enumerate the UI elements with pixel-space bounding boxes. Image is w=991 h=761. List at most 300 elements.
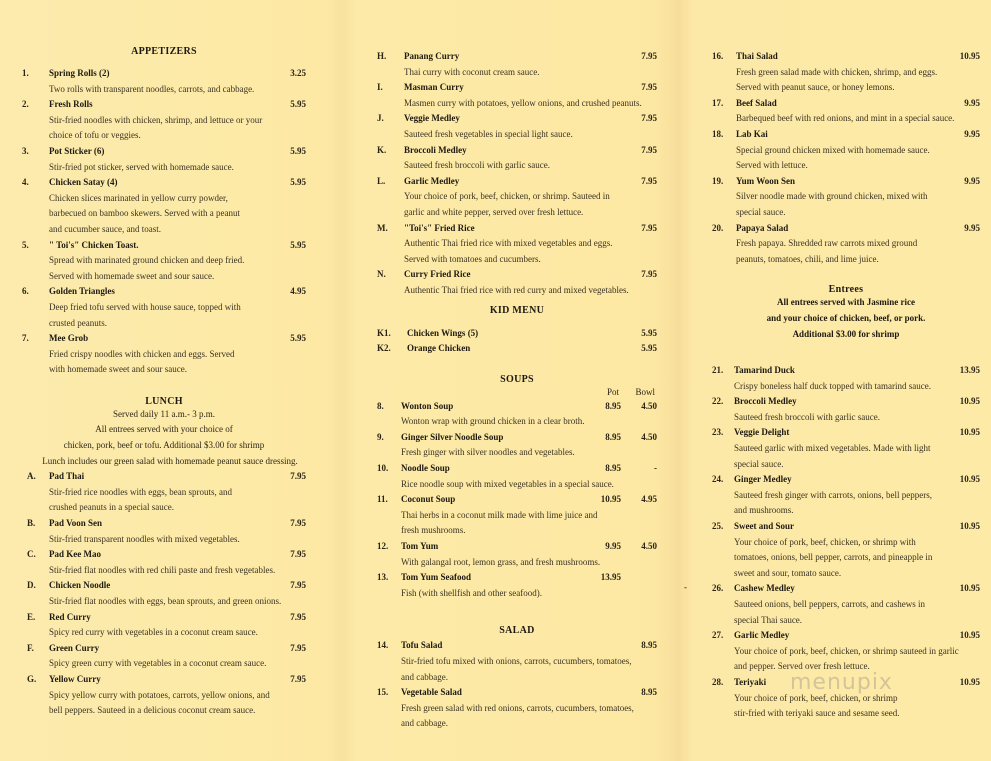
item-name: Pad Thai <box>49 471 85 482</box>
item-name: Teriyaki <box>734 676 767 687</box>
menu-item-header <box>22 144 306 160</box>
item-price: 5.95 <box>290 145 306 156</box>
item-description: and pepper. Served over fresh lettuce. <box>734 661 870 672</box>
item-price: 7.95 <box>290 580 306 591</box>
item-number: 20. <box>712 222 724 233</box>
menu-item <box>27 641 306 672</box>
item-description: peanuts, tomatoes, chili, and lime juice. <box>736 253 879 264</box>
menu-item <box>377 326 657 342</box>
menu-item <box>712 425 980 472</box>
item-number: 9. <box>377 431 384 442</box>
item-number: M. <box>377 222 388 233</box>
item-number: F. <box>27 642 34 653</box>
item-number: A. <box>27 471 36 482</box>
menu-item-header <box>27 469 306 485</box>
menu-item-header <box>27 547 306 563</box>
menu-item-header <box>22 331 306 347</box>
item-description: and cucumber sauce, and toast. <box>49 223 161 234</box>
item-name: Yum Woon Sen <box>736 175 796 186</box>
pot-price: 13.95 <box>600 572 621 583</box>
item-price: 7.95 <box>290 471 306 482</box>
item-description: crushed peanuts in a special sauce. <box>49 502 174 513</box>
item-number: H. <box>377 51 387 61</box>
item-number: 24. <box>712 474 724 485</box>
menu-item-header <box>712 472 980 488</box>
item-price: 3.25 <box>290 68 306 78</box>
item-number: 21. <box>712 365 724 376</box>
menu-item <box>712 127 980 174</box>
menu-item-header <box>712 174 980 190</box>
item-number: 17. <box>712 97 724 108</box>
menu-item <box>22 97 306 144</box>
item-description: special Thai sauce. <box>734 614 803 625</box>
menu-item <box>22 238 306 285</box>
item-description: Two rolls with transparent noodles, carrots, and cabbage. <box>49 83 255 94</box>
menu-item <box>27 578 306 609</box>
menu-item-header <box>712 581 980 597</box>
item-price: 10.95 <box>959 521 980 532</box>
item-number: 23. <box>712 427 724 438</box>
item-name: Beef Salad <box>736 97 777 108</box>
item-price: 9.95 <box>964 222 980 233</box>
kid-menu-list <box>377 326 657 357</box>
item-description: Served with homemade sweet and sour sauce. <box>49 270 215 281</box>
pot-price: 9.95 <box>605 541 621 552</box>
menu-item-header <box>712 49 980 65</box>
menu-item-header <box>377 638 657 654</box>
item-name: Garlic Medley <box>734 630 790 641</box>
item-description: and cabbage. <box>401 671 448 682</box>
bowl-price: - <box>654 463 657 474</box>
menu-item-header <box>22 175 306 191</box>
item-description: Your choice of pork, beef, chicken, or shrimp <box>734 692 898 703</box>
bowl-price: 4.50 <box>641 431 657 442</box>
item-name: Noodle Soup <box>401 463 450 474</box>
item-price: 10.95 <box>959 51 980 61</box>
appetizers-title: APPETIZERS <box>131 46 197 57</box>
item-price: 9.95 <box>964 128 980 139</box>
menu-item-header <box>712 394 980 410</box>
item-name: Pad Kee Mao <box>49 549 101 560</box>
item-number: K1. <box>377 327 391 338</box>
item-number: N. <box>377 269 386 280</box>
item-name: Cashew Medley <box>734 583 795 594</box>
item-price: 7.95 <box>641 82 657 93</box>
item-description: special sauce. <box>736 206 786 217</box>
item-description: bell peppers. Sauteed in a delicious coconut cream sauce. <box>49 705 256 716</box>
pot-price: 8.95 <box>605 463 621 474</box>
item-name: Broccoli Medley <box>404 144 467 155</box>
menu-item-header <box>377 111 657 127</box>
menu-item <box>377 341 657 357</box>
menu-item-header <box>377 685 657 701</box>
menu-item <box>712 519 980 581</box>
bowl-header: Bowl <box>635 386 655 397</box>
item-description: sweet and sour, tomato sauce. <box>734 567 842 578</box>
menu-item <box>377 143 657 174</box>
menu-item-header <box>377 49 657 65</box>
item-description: Fried crispy noodles with chicken and eggs. Served <box>49 348 235 359</box>
item-number: 28. <box>712 676 724 687</box>
menu-item <box>377 638 657 685</box>
item-price: 7.95 <box>641 144 657 155</box>
item-price: 8.95 <box>641 687 657 698</box>
menu-item <box>712 96 980 127</box>
item-price: 10.95 <box>959 474 980 485</box>
item-name: Masman Curry <box>404 82 464 93</box>
item-number: 16. <box>712 51 724 61</box>
item-number: C. <box>27 549 36 560</box>
item-number: D. <box>27 580 36 591</box>
item-number: I. <box>377 82 383 93</box>
menu-item-header <box>377 80 657 96</box>
menu-item <box>377 80 657 111</box>
item-name: Ginger Medley <box>734 474 792 485</box>
item-name: Mee Grob <box>49 333 89 344</box>
item-description: Sauteed onions, bell peppers, carrots, and cashews in <box>734 599 925 609</box>
menu-item <box>377 111 657 142</box>
item-name: Panang Curry <box>404 51 460 61</box>
item-number: L. <box>377 175 386 186</box>
item-description: Spread with marinated ground chicken and deep fried. <box>49 255 245 266</box>
item-price: 7.95 <box>641 113 657 124</box>
menu-item-header <box>22 66 306 82</box>
menu-item-header <box>712 96 980 112</box>
item-name: Vegetable Salad <box>401 687 462 698</box>
menu-item <box>377 430 657 461</box>
menu-item <box>377 539 657 570</box>
menu-item <box>712 363 980 394</box>
item-number: G. <box>27 673 37 684</box>
column-right <box>712 0 980 722</box>
menu-item <box>22 144 306 175</box>
item-name: Orange Chicken <box>407 343 471 354</box>
menu-item-header <box>27 578 306 594</box>
item-number: 10. <box>377 463 389 474</box>
menu-item-header <box>27 641 306 657</box>
menu-item <box>27 672 306 719</box>
bowl-price: 4.50 <box>641 541 657 552</box>
item-description: Stir-fried rice noodles with eggs, bean sprouts, and <box>49 486 233 497</box>
item-description: Spicy red curry with vegetables in a coconut cream sauce. <box>49 627 258 638</box>
item-description: Crispy boneless half duck topped with tamarind sauce. <box>734 380 931 391</box>
menu-item-header <box>712 363 980 379</box>
item-price: 5.95 <box>290 177 306 188</box>
item-name: Chicken Wings (5) <box>407 327 479 338</box>
pot-price: 8.95 <box>605 431 621 442</box>
item-number: 1. <box>22 68 29 78</box>
item-description: choice of tofu or veggies. <box>49 130 141 141</box>
item-price: 7.95 <box>290 549 306 560</box>
item-description: Sauteed garlic with mixed vegetables. Made with light <box>734 443 931 454</box>
menu-item <box>27 469 306 516</box>
menu-item-header <box>712 628 980 644</box>
item-price: 7.95 <box>641 175 657 186</box>
menu-item <box>27 547 306 578</box>
pot-header: Pot <box>606 386 619 397</box>
item-description: Thai herbs in a coconut milk made with lime juice and <box>401 509 598 520</box>
salad-title: SALAD <box>499 625 535 637</box>
item-description: garlic and white pepper, served over fresh lettuce. <box>404 206 584 217</box>
bowl-price: 4.50 <box>641 400 657 411</box>
appetizers-list <box>22 66 306 378</box>
pot-price: 10.95 <box>600 494 621 505</box>
item-number: 27. <box>712 630 724 641</box>
item-name: Pot Sticker (6) <box>49 145 105 156</box>
entrees-notes <box>712 295 980 342</box>
item-description: Masmen curry with potatoes, yellow onions, and crushed peanuts. <box>404 97 642 108</box>
item-description: Stir-fried tofu mixed with onions, carrots, cucumbers, tomatoes, <box>401 656 632 666</box>
menu-item-header <box>377 326 657 342</box>
item-price: 13.95 <box>959 365 980 376</box>
menu-item <box>27 610 306 641</box>
item-description: Sauteed fresh ginger with carrots, onions, bell peppers, <box>734 489 932 500</box>
menu-item <box>712 49 980 96</box>
menu-item-header <box>377 430 657 446</box>
item-description: special sauce. <box>734 458 784 469</box>
item-description: barbecued on bamboo skewers. Served with a peanut <box>49 208 240 219</box>
item-price: 7.95 <box>290 642 306 653</box>
item-description: Fish (with shellfish and other seafood). <box>401 587 542 598</box>
item-number: 26. <box>712 583 724 594</box>
item-name: Papaya Salad <box>736 222 789 233</box>
menu-item <box>377 221 657 268</box>
item-number: 14. <box>377 640 389 651</box>
item-name: Coconut Soup <box>401 494 456 505</box>
item-name: Spring Rolls (2) <box>49 68 110 78</box>
column-middle <box>377 0 657 732</box>
item-number: B. <box>27 518 36 529</box>
item-price: 7.95 <box>641 51 657 61</box>
item-name: Tamarind Duck <box>734 365 795 376</box>
item-name: Lab Kai <box>736 128 768 139</box>
item-name: Tom Yum <box>401 541 439 552</box>
menu-item-header <box>377 341 657 357</box>
item-description: stir-fried with teriyaki sauce and sesame seed. <box>734 708 900 719</box>
item-description: Your choice of pork, beef, chicken, or shrimp with <box>734 536 916 547</box>
menu-item <box>712 221 980 268</box>
item-name: " Toi's" Chicken Toast. <box>49 239 139 250</box>
menu-item <box>712 581 980 628</box>
item-description: Authentic Thai fried rice with red curry and mixed vegetables. <box>404 284 629 295</box>
menu-item-header <box>377 221 657 237</box>
item-number: 3. <box>22 145 29 156</box>
lunch-title: LUNCH <box>145 395 183 407</box>
menu-item-header <box>712 425 980 441</box>
item-price: 7.95 <box>641 269 657 280</box>
lunch-hours: Served daily 11 a.m.- 3 p.m. <box>113 408 215 419</box>
item-number: 19. <box>712 175 724 186</box>
item-price: 7.95 <box>641 222 657 233</box>
item-name: Broccoli Medley <box>734 396 797 407</box>
item-description: Fresh green salad with red onions, carrots, cucumbers, tomatoes, <box>401 702 634 713</box>
item-description: Stir-fried noodles with chicken, shrimp, and lettuce or your <box>49 114 263 125</box>
item-name: Ginger Silver Noodle Soup <box>401 431 504 442</box>
item-number: 6. <box>22 286 29 297</box>
lunch-notes <box>22 407 306 469</box>
menu-item <box>712 628 980 675</box>
menu-item <box>377 267 657 298</box>
item-description: and mushrooms. <box>734 505 794 516</box>
menu-item-header <box>22 238 306 254</box>
item-number: J. <box>377 113 384 124</box>
item-name: Garlic Medley <box>404 175 460 186</box>
item-description: fresh mushrooms. <box>401 525 466 536</box>
item-description: Stir-fried transparent noodles with mixed vegetables. <box>49 533 240 544</box>
menu-item-header <box>712 221 980 237</box>
menu-item <box>377 461 657 492</box>
item-name: Veggie Delight <box>734 427 790 438</box>
item-name: Veggie Medley <box>404 113 460 124</box>
item-number: 22. <box>712 396 724 407</box>
item-description: Special ground chicken mixed with homemade sauce. <box>736 144 930 155</box>
item-price: 5.95 <box>290 99 306 110</box>
menu-item-header <box>22 97 306 113</box>
entrees-list <box>712 363 980 722</box>
item-description: Sauteed fresh broccoli with garlic sauce. <box>404 160 550 171</box>
item-description: Sauteed fresh vegetables in special light sauce. <box>404 128 573 139</box>
item-name: "Toi's" Fried Rice <box>404 222 475 233</box>
menu-item <box>377 49 657 80</box>
pot-price: 8.95 <box>605 400 621 411</box>
item-price: 8.95 <box>641 640 657 651</box>
item-description: Deep fried tofu served with house sauce, topped with <box>49 301 241 312</box>
column-left <box>22 0 306 719</box>
item-description: Barbequed beef with red onions, and mint in a special sauce. <box>736 113 955 124</box>
menu-item <box>712 174 980 221</box>
item-number: 8. <box>377 400 384 411</box>
item-description: Silver noodle made with ground chicken, mixed with <box>736 191 928 202</box>
item-price: 9.95 <box>964 175 980 186</box>
menu-item <box>377 174 657 221</box>
entrees-note-choice: and your choice of chicken, beef, or pork. <box>766 312 926 323</box>
menu-item-header <box>712 519 980 535</box>
menu-item-header <box>712 127 980 143</box>
menu-item <box>712 394 980 425</box>
item-description: Thai curry with coconut cream sauce. <box>404 66 540 77</box>
item-number: 25. <box>712 521 724 532</box>
bowl-price: 4.95 <box>641 494 657 505</box>
item-price: 10.95 <box>959 396 980 407</box>
menu-item-header <box>377 267 657 283</box>
item-name: Yellow Curry <box>49 673 101 684</box>
item-price: 5.95 <box>290 239 306 250</box>
menu-item <box>22 175 306 237</box>
item-number: 2. <box>22 99 29 110</box>
item-price: 5.95 <box>641 327 657 338</box>
item-description: Fresh green salad made with chicken, shrimp, and eggs. <box>736 66 938 77</box>
menu-item <box>712 472 980 519</box>
item-description: Your choice of pork, beef, chicken, or shrimp. Sauteed in <box>404 191 610 202</box>
item-number: 7. <box>22 333 29 344</box>
menu-item <box>27 516 306 547</box>
item-price: 10.95 <box>959 583 980 594</box>
menu-item-header <box>377 492 657 508</box>
menu-item <box>22 66 306 97</box>
item-name: Curry Fried Rice <box>404 269 471 280</box>
item-number: 5. <box>22 239 29 250</box>
lunch-note-salad: Lunch includes our green salad with homemade peanut sauce dressing. <box>42 455 298 466</box>
item-description: crusted peanuts. <box>49 317 107 328</box>
item-name: Golden Triangles <box>49 286 115 297</box>
salad-list-continued <box>712 49 980 267</box>
menu-item <box>22 284 306 331</box>
menu-item-header <box>377 461 657 477</box>
item-name: Wonton Soup <box>401 400 454 411</box>
item-number: 11. <box>377 494 388 505</box>
item-price: 5.95 <box>641 343 657 354</box>
item-name: Tofu Salad <box>401 640 443 651</box>
lunch-note-proteins: chicken, pork, beef or tofu. Additional $3.00 for shrimp <box>63 440 265 451</box>
menu-item-header <box>27 610 306 626</box>
lunch-list-continued <box>377 49 657 299</box>
item-number: E. <box>27 611 36 622</box>
stray-dash: - <box>684 582 687 592</box>
soups-list <box>377 399 657 602</box>
item-name: Pad Voon Sen <box>49 518 103 529</box>
item-number: 4. <box>22 177 29 188</box>
menu-item <box>377 685 657 732</box>
lunch-note-choice: All entrees served with your choice of <box>95 424 233 435</box>
item-number: K. <box>377 144 387 155</box>
item-description: With galangal root, lemon grass, and fresh mushrooms. <box>401 556 601 567</box>
menu-item <box>377 399 657 430</box>
item-description: Stir-fried flat noodles with red chili paste and fresh vegetables. <box>49 564 276 575</box>
item-price: 5.95 <box>290 333 306 344</box>
item-description: tomatoes, onions, bell pepper, carrots, and pineapple in <box>734 552 933 563</box>
salad-list-first <box>377 638 657 732</box>
entrees-title: Entrees <box>828 284 864 296</box>
item-price: 9.95 <box>964 97 980 108</box>
soups-column-headers <box>377 385 657 399</box>
item-description: Stir-fried flat noodles with eggs, bean sprouts, and green onions. <box>49 596 282 606</box>
item-description: Served with lettuce. <box>736 160 808 171</box>
menu-item <box>22 331 306 378</box>
watermark-logo: menupix <box>790 670 893 695</box>
item-description: Spicy yellow curry with potatoes, carrots, yellow onions, and <box>49 689 270 700</box>
item-name: Green Curry <box>49 642 100 653</box>
item-name: Chicken Satay (4) <box>49 177 118 188</box>
menu-item-header <box>377 399 657 415</box>
menu-item-header <box>27 516 306 532</box>
item-name: Red Curry <box>49 611 91 622</box>
item-price: 10.95 <box>959 630 980 641</box>
item-number: 13. <box>377 572 389 583</box>
item-description: Chicken slices marinated in yellow curry powder, <box>49 192 228 203</box>
menu-item <box>377 492 657 539</box>
item-name: Sweet and Sour <box>734 521 795 532</box>
item-number: K2. <box>377 343 391 354</box>
item-description: Stir-fried pot sticker, served with homemade sauce. <box>49 161 234 172</box>
item-number: 15. <box>377 687 389 698</box>
soups-title: SOUPS <box>500 373 534 385</box>
item-description: and cabbage. <box>401 718 448 729</box>
item-price: 4.95 <box>290 286 306 297</box>
entrees-note-rice: All entrees served with Jasmine rice <box>776 297 916 308</box>
menu-item-header <box>377 143 657 159</box>
menu-item-header <box>377 539 657 555</box>
item-description: Fresh ginger with silver noodles and vegetables. <box>401 447 575 458</box>
menu-item-header <box>377 174 657 190</box>
item-description: Spicy green curry with vegetables in a coconut cream sauce. <box>49 658 267 669</box>
menu-item-header <box>22 284 306 300</box>
menu-item-header <box>27 672 306 688</box>
item-number: 12. <box>377 541 389 552</box>
item-name: Thai Salad <box>736 51 778 61</box>
item-description: with homemade sweet and sour sauce. <box>49 364 187 375</box>
item-price: 10.95 <box>959 676 980 687</box>
item-description: Authentic Thai fried rice with mixed vegetables and eggs. <box>404 238 613 249</box>
